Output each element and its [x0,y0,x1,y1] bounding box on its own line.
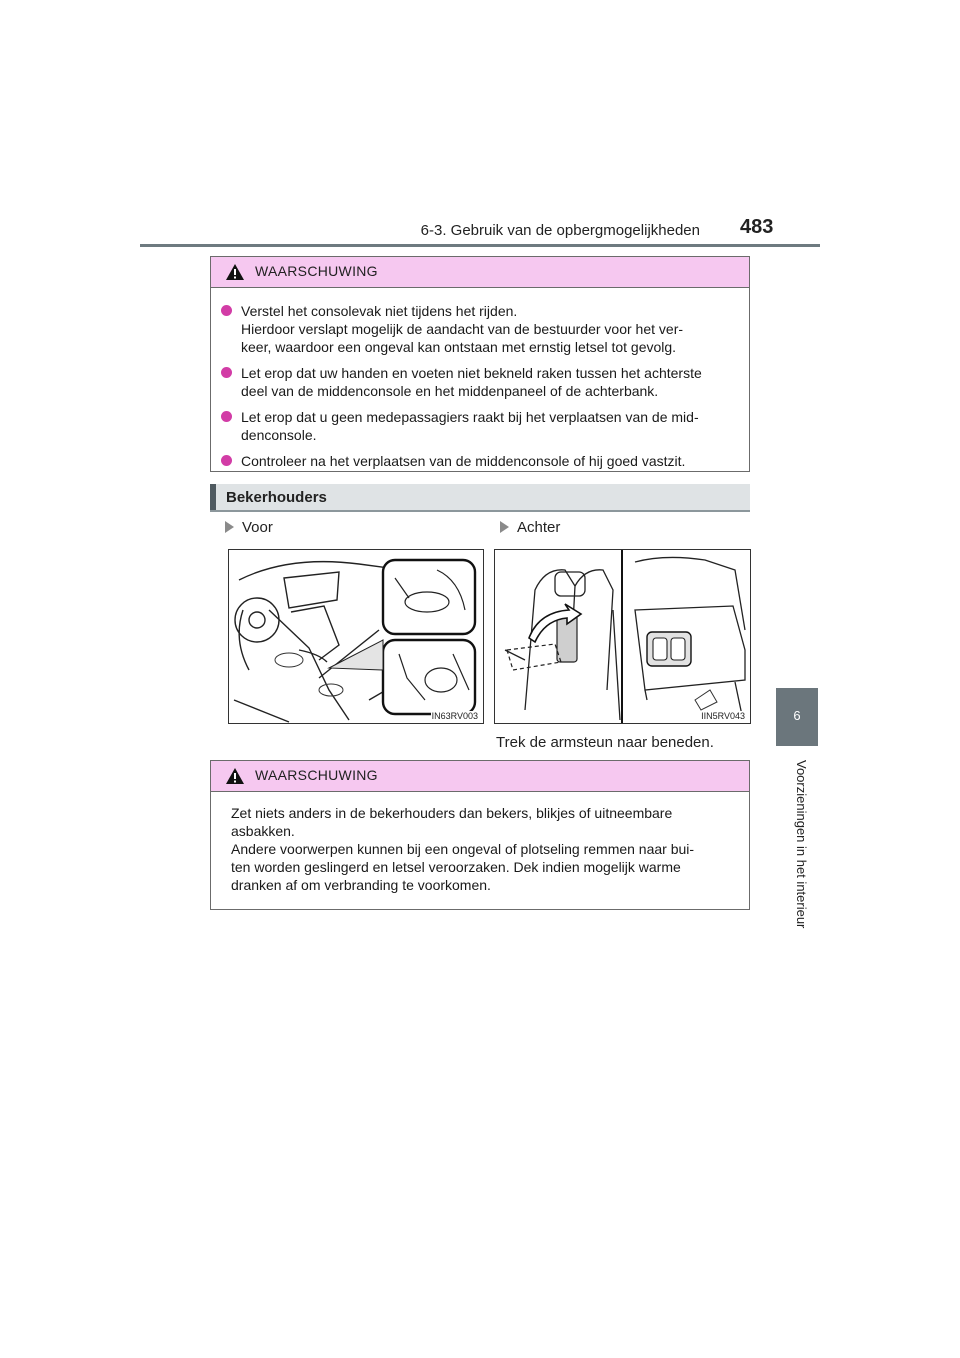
triangle-marker-icon [500,521,509,533]
chapter-number: 6 [793,708,801,723]
warning-line: dranken af om verbranding te voorkomen. [231,877,491,893]
rear-image-code: IIN5RV043 [701,711,745,721]
warning-line: Verstel het consolevak niet tijdens het rijden. [241,303,518,319]
warning-triangle-icon [225,263,245,281]
figure-caption: Trek de armsteun naar beneden. [496,734,714,751]
warning-item [221,302,741,356]
bullet-icon [221,455,232,466]
warning-line: Let erop dat u geen medepassagiers raakt bij het verplaatsen van de mid- [241,409,699,425]
front-label-text: Voor [242,519,273,536]
warning-line: deel van de middenconsole en het middenpaneel of de achterbank. [241,383,659,399]
warning-line: asbakken. [231,823,295,839]
front-cupholder-illustration [228,549,484,724]
warning-line: Hierdoor verslapt mogelijk de aandacht van de bestuurder voor het ver- [241,321,684,337]
warning-box-consolevak [210,256,750,472]
warning-line: Zet niets anders in de bekerhouders dan bekers, blikjes of uitneembare [231,805,673,821]
bullet-icon [221,305,232,316]
warning-header [211,761,749,792]
warning-item [221,408,741,444]
heading-accent-bar [210,484,216,510]
rear-label [500,519,560,536]
bullet-icon [221,367,232,378]
warning-line: Andere voorwerpen kunnen bij een ongeval of plotseling remmen naar bui- [231,841,695,857]
warning-line: Controleer na het verplaatsen van de middenconsole of hij goed vastzit. [241,453,686,469]
warning-title: WAARSCHUWING [255,767,378,783]
header-rule [140,244,820,247]
warning-item [221,364,741,400]
page-header [0,0,960,260]
warning-triangle-icon [225,767,245,785]
page-number: 483 [740,216,774,238]
section-heading-text: Bekerhouders [226,489,327,506]
warning-header [211,257,749,288]
section-title: 6-3. Gebruik van de opbergmogelijkheden [420,222,700,239]
warning-line: Let erop dat uw handen en voeten niet bekneld raken tussen het achterste [241,365,702,381]
warning-line: keer, waardoor een ongeval kan ontstaan met ernstig letsel tot gevolg. [241,339,677,355]
warning-title: WAARSCHUWING [255,263,378,279]
front-label [225,519,273,536]
front-console-drawing [229,550,483,723]
warning-line: denconsole. [241,427,317,443]
front-image-code: IN63RV003 [431,711,478,721]
warning-box-bekerhouders [210,760,750,910]
bullet-icon [221,411,232,422]
warning-paragraph [221,804,741,894]
warning-body [211,288,749,488]
warning-item [221,452,741,470]
warning-body [211,792,749,904]
rear-armrest-drawing [495,550,750,723]
chapter-label: Voorzieningen in het interieur [794,760,809,929]
warning-line: ten worden geslingerd en letsel veroorzaken. Dek indien mogelijk warme [231,859,681,875]
triangle-marker-icon [225,521,234,533]
rear-cupholder-illustration [494,549,751,724]
section-heading [210,484,750,512]
chapter-tab [776,688,818,746]
rear-label-text: Achter [517,519,561,536]
